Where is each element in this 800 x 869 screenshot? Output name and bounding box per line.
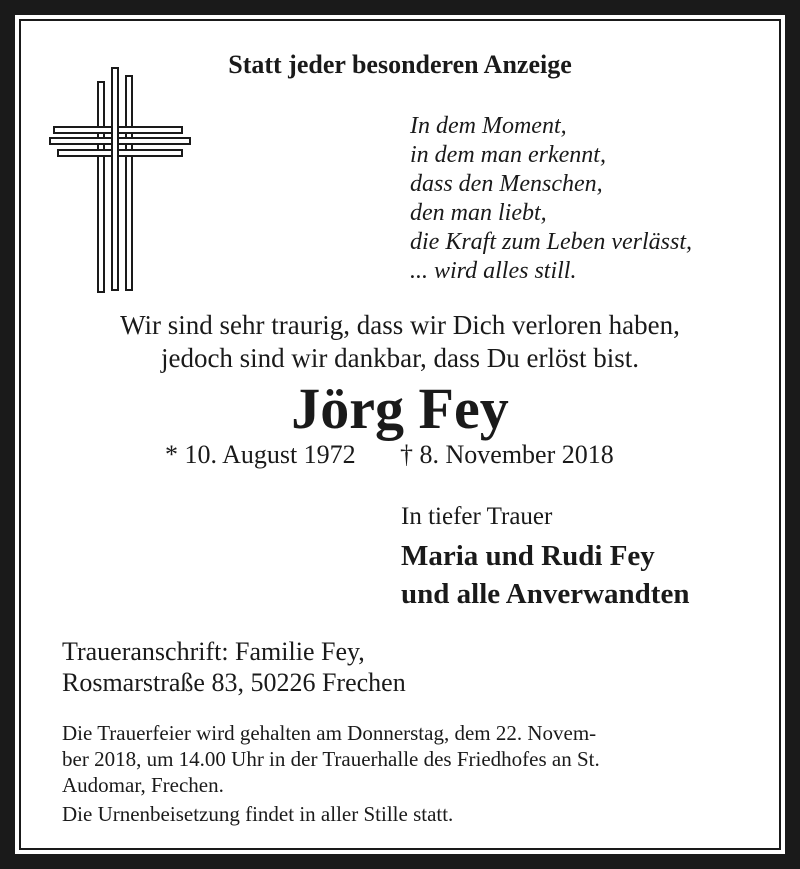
funeral-line: ber 2018, um 14.00 Uhr in der Trauerhalle des Friedhofes an St. <box>62 747 600 771</box>
deceased-name: Jörg Fey <box>291 376 509 441</box>
poem-line: In dem Moment, <box>410 113 567 139</box>
funeral-line: Audomar, Frechen. <box>62 773 224 797</box>
poem-line: ... wird alles still. <box>410 258 577 284</box>
signature-name: und alle Anverwandten <box>401 578 690 610</box>
address-line: Rosmarstraße 83, 50226 Frechen <box>62 668 406 697</box>
poem-line: die Kraft zum Leben verlässt, <box>410 229 692 255</box>
poem-line: in dem man erkennt, <box>410 142 606 168</box>
death-date: † 8. November 2018 <box>400 440 614 469</box>
birth-date: * 10. August 1972 <box>165 440 356 469</box>
funeral-line: Die Trauerfeier wird gehalten am Donnerstag, dem 22. Novem- <box>62 721 597 745</box>
signature-intro: In tiefer Trauer <box>401 503 553 530</box>
poem-line: den man liebt, <box>410 200 547 226</box>
poem-line: dass den Menschen, <box>410 171 603 197</box>
signature-name: Maria und Rudi Fey <box>401 540 655 572</box>
message-line: jedoch sind wir dankbar, dass Du erlöst bist. <box>160 343 640 373</box>
funeral-line: Die Urnenbeisetzung findet in aller Stille statt. <box>62 802 454 826</box>
notice-heading: Statt jeder besonderen Anzeige <box>228 50 572 79</box>
message-line: Wir sind sehr traurig, dass wir Dich verloren haben, <box>120 310 680 340</box>
cross-icon <box>46 64 194 296</box>
address-line: Traueranschrift: Familie Fey, <box>62 637 365 666</box>
